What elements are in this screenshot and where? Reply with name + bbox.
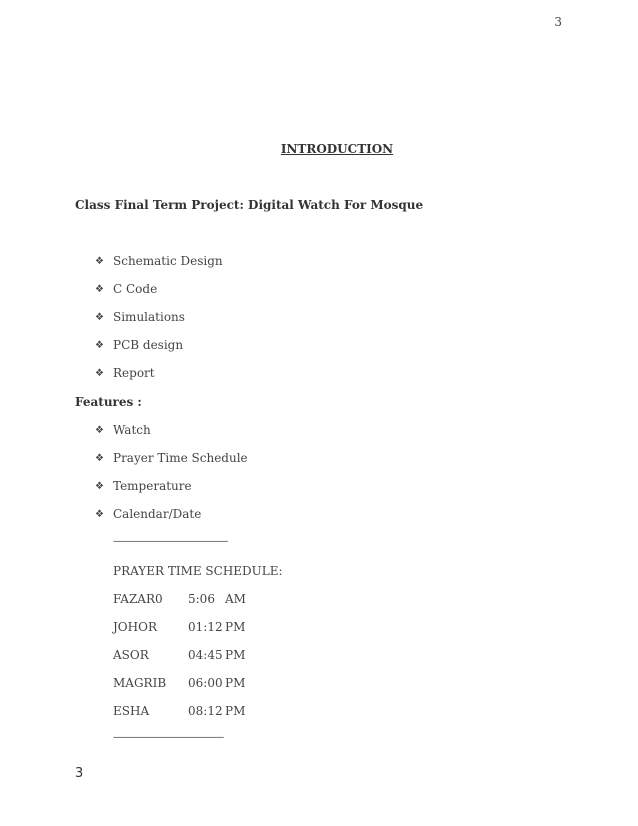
diamond-bullet-icon: ❖ [95, 508, 104, 520]
prayer-time: 04:45 [188, 648, 223, 662]
feature-label: Watch [113, 423, 151, 437]
prayer-time: 08:12 [188, 704, 223, 718]
page-number-bottom: 3 [75, 766, 84, 781]
prayer-name: MAGRIB [113, 676, 167, 690]
prayer-ampm: PM [225, 676, 246, 690]
feature-label: Prayer Time Schedule [113, 451, 248, 465]
diamond-bullet-icon: ❖ [95, 339, 104, 351]
document-heading: INTRODUCTION [280, 142, 394, 156]
schedule-title: PRAYER TIME SCHEDULE: [113, 564, 283, 578]
prayer-ampm: PM [225, 648, 246, 662]
feature-item [95, 507, 201, 521]
prayer-ampm: PM [225, 704, 246, 718]
diamond-bullet-icon: ❖ [95, 424, 104, 436]
prayer-name: FAZAR0 [113, 592, 163, 606]
diamond-bullet-icon: ❖ [95, 283, 104, 295]
deliverable-item [95, 282, 157, 296]
feature-item [95, 423, 151, 437]
page-number-top: 3 [554, 15, 562, 29]
deliverable-item [95, 366, 155, 380]
prayer-time: 01:12 [188, 620, 223, 634]
feature-item [95, 451, 248, 465]
deliverable-label: Schematic Design [113, 254, 223, 268]
feature-item [95, 479, 192, 493]
divider-bottom: ------------------------------------------------------ [113, 733, 224, 743]
feature-label: Temperature [113, 479, 192, 493]
diamond-bullet-icon: ❖ [95, 367, 104, 379]
prayer-name: JOHOR [113, 620, 157, 634]
deliverable-label: PCB design [113, 338, 184, 352]
prayer-ampm: PM [225, 620, 246, 634]
prayer-name: ASOR [113, 648, 149, 662]
features-title: Features : [75, 395, 142, 409]
deliverable-item [95, 310, 185, 324]
deliverable-item [95, 338, 183, 352]
prayer-time: 5:06 [188, 592, 215, 606]
diamond-bullet-icon: ❖ [95, 255, 104, 267]
diamond-bullet-icon: ❖ [95, 311, 104, 323]
deliverable-label: C Code [113, 282, 158, 296]
deliverable-label: Simulations [113, 310, 185, 324]
diamond-bullet-icon: ❖ [95, 452, 104, 464]
project-title: Class Final Term Project: Digital Watch For Mosque [75, 198, 424, 212]
divider-top: -------------------------------------------------------- [113, 537, 228, 547]
prayer-time: 06:00 [188, 676, 223, 690]
prayer-name: ESHA [113, 704, 150, 718]
deliverable-item [95, 254, 223, 268]
prayer-ampm: AM [225, 592, 246, 606]
feature-label: Calendar/Date [113, 507, 202, 521]
diamond-bullet-icon: ❖ [95, 480, 104, 492]
deliverable-label: Report [113, 366, 155, 380]
